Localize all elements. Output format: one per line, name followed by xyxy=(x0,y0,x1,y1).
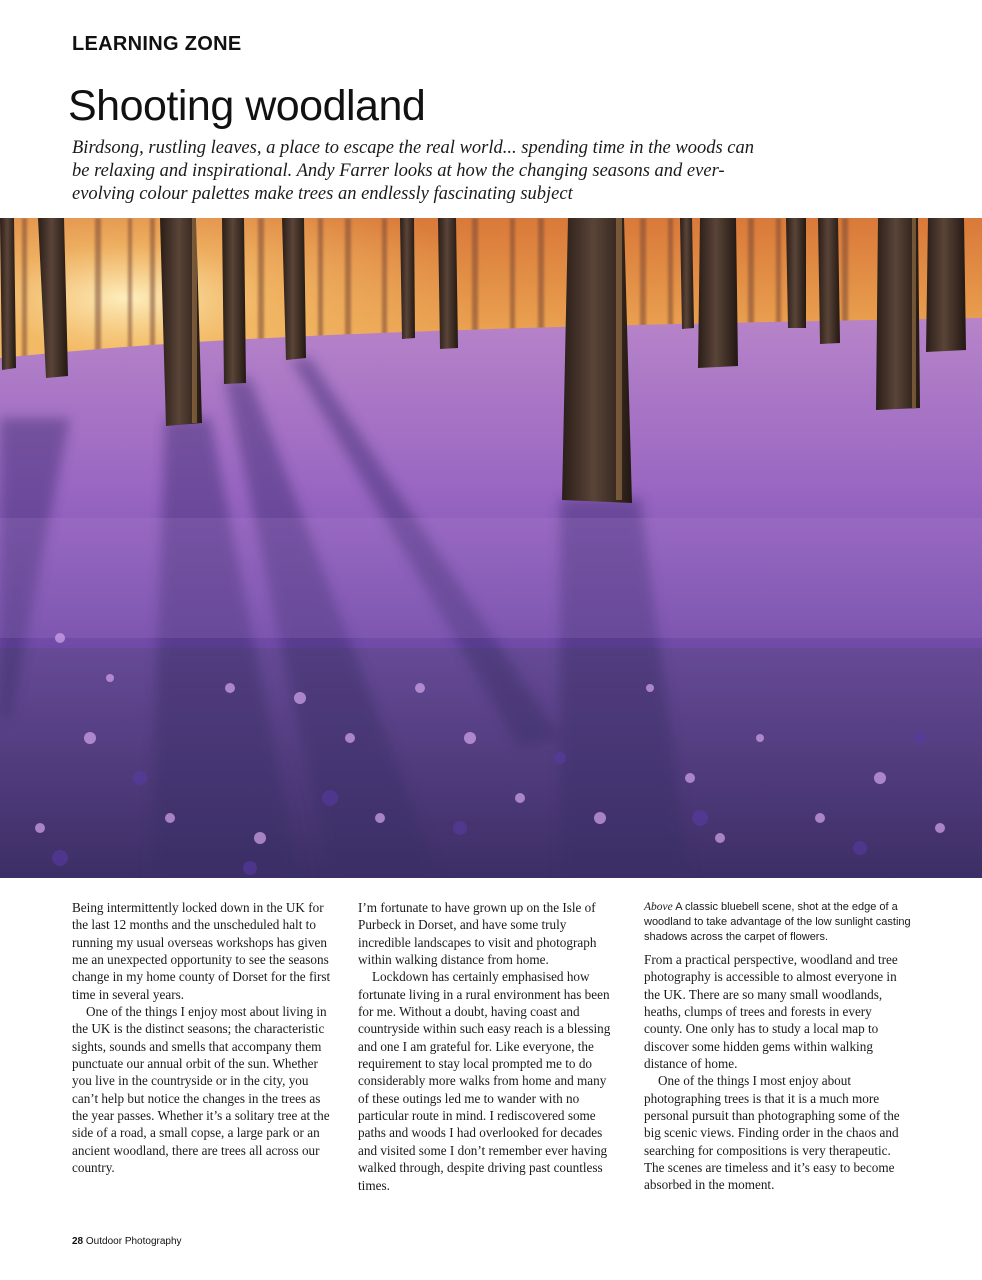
page-number: 28 xyxy=(72,1236,84,1247)
paragraph: I’m fortunate to have grown up on the Isle of Purbeck in Dorset, and have some truly incredible landscapes to visit and photograph within walking distance from home. xyxy=(358,900,597,968)
page-footer xyxy=(72,1236,182,1247)
article-column-3 xyxy=(644,951,906,1194)
paragraph: Being intermittently locked down in the UK for the last 12 months and the unscheduled halt to running my usual overseas workshops has given me an unexpected opportunity to see the seasons change in my home county of Dorset for the first time in several years. xyxy=(72,900,331,1002)
author-name: Andy Farrer xyxy=(296,161,389,181)
paragraph: One of the things I most enjoy about photographing trees is that it is a much more personal pursuit than photographing some of the big scenic views. Finding order in the chaos and searching for compositions is very therapeutic. The scenes are timeless and it’s easy to become absorbed in the moment. xyxy=(644,1073,900,1193)
article-column-1 xyxy=(72,899,334,1177)
publication-name: Outdoor Photography xyxy=(85,1236,182,1247)
page-title: Shooting woodland xyxy=(68,82,426,130)
standfirst-intro: Birdsong, rustling leaves, a place to escape the real world... spending time in the woods can be relaxing and inspirational. xyxy=(72,138,755,181)
article-column-2 xyxy=(358,899,620,1194)
caption-label: Above xyxy=(644,901,673,913)
caption-text: A classic bluebell scene, shot at the edge of a woodland to take advantage of the low sunlight casting shadows across the carpet of flowers. xyxy=(644,901,911,943)
standfirst-outro: looks at how the changing seasons and ever-evolving colour palettes make trees an endlessly fascinating subject xyxy=(72,161,725,204)
paragraph: One of the things I enjoy most about living in the UK is the distinct seasons; the characteristic sights, sounds and smells that accompany them punctuate our annual orbit of the sun. Whether you live in the countryside or in the city, you can’t help but notice the changes in the trees as the year passes. Whether it’s a solitary tree at the side of a road, a small copse, a large park or an ancient woodland, there are trees all across our country. xyxy=(72,1004,330,1176)
hero-photo-bluebell-woodland xyxy=(0,218,982,878)
paragraph: From a practical perspective, woodland and tree photography is accessible to almost everyone in the UK. There are so many small woodlands, heaths, clumps of trees and forests in every county. One only has to study a local map to discover some hidden gems within walking distance of home. xyxy=(644,952,898,1072)
paragraph: Lockdown has certainly emphasised how fortunate living in a rural environment has been for me. Without a doubt, having coast and countryside within such easy reach is a blessing and one I am grateful for. Like everyone, the requirement to stay local prompted me to do considerably more walks from home and many of these outings led me to wander with no particular route in mind. I rediscovered some paths and woods I had overlooked for decades and visited some I don’t remember ever having walked through, despite driving past countless times. xyxy=(358,969,611,1193)
photo-caption xyxy=(644,900,912,945)
standfirst xyxy=(72,137,772,206)
section-label: LEARNING ZONE xyxy=(72,33,242,55)
